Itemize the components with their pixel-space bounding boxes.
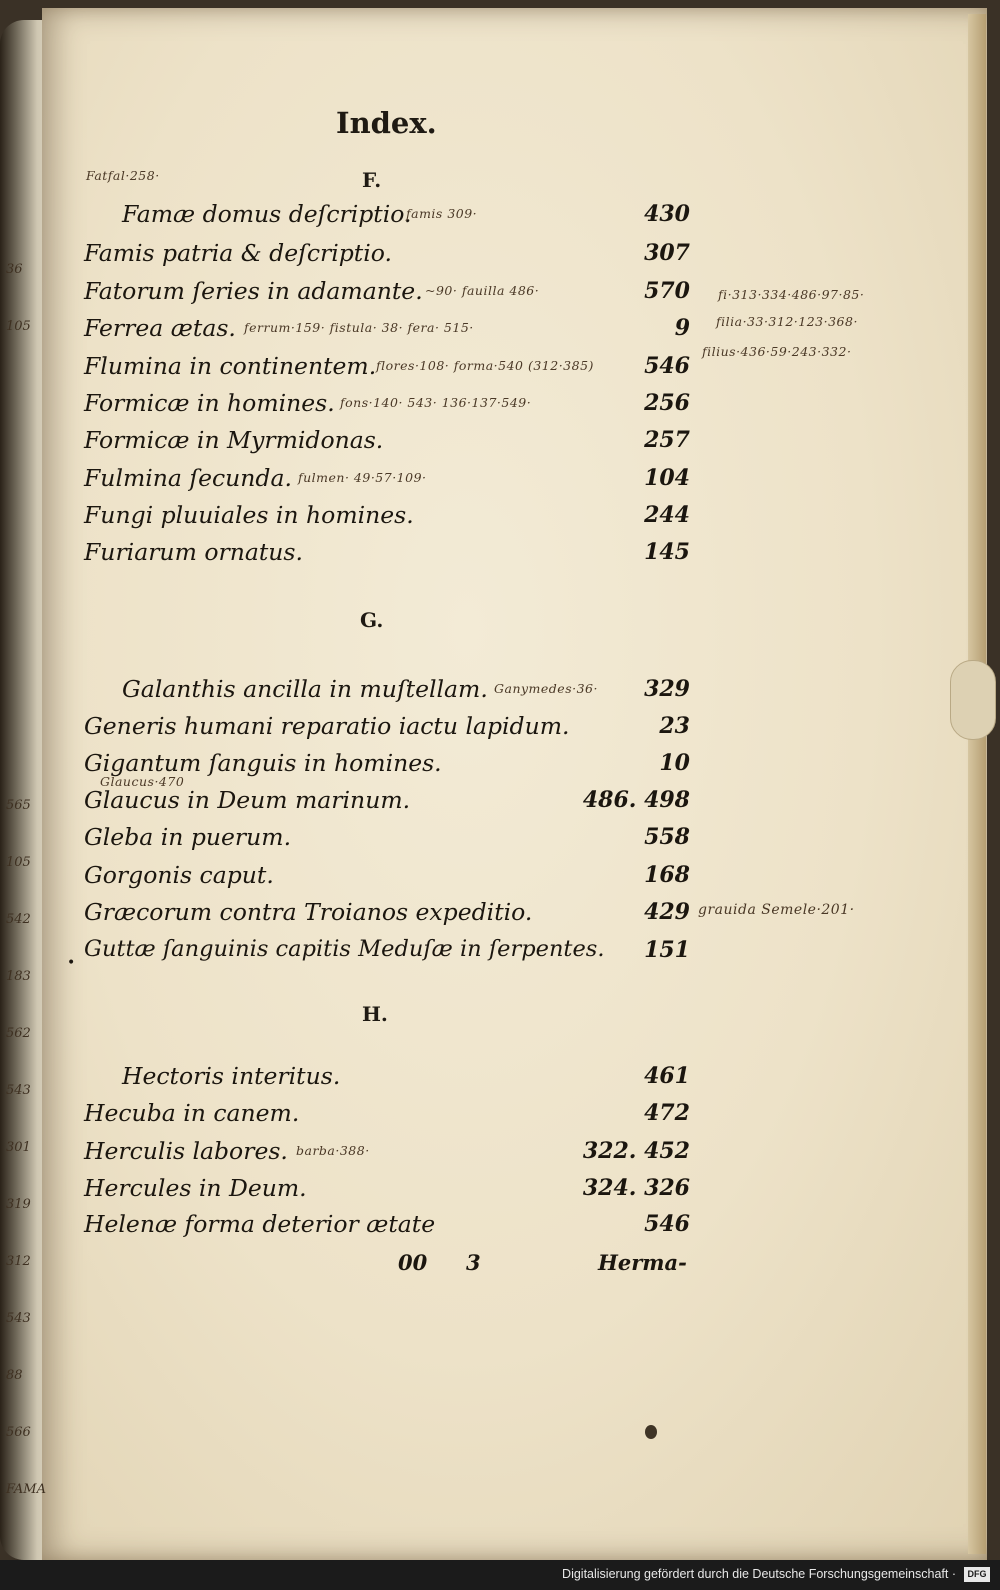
left-margin-note: 36 — [6, 262, 23, 277]
index-entry — [0, 675, 700, 711]
entry-page: 461 — [644, 1063, 690, 1089]
left-margin-note: 565 — [6, 798, 31, 813]
digitization-footer — [0, 1560, 1000, 1590]
left-margin-note: 319 — [6, 1197, 31, 1212]
entry-page: 307 — [644, 240, 690, 266]
right-margin-note: filia·33·312·123·368· — [716, 314, 858, 329]
entry-page: 472 — [644, 1100, 690, 1126]
entry-title: Ferrea ætas. — [84, 314, 236, 342]
entry-title: Græcorum contra Troianos expeditio. — [84, 898, 533, 926]
index-entry — [0, 389, 700, 425]
entry-page: 257 — [644, 427, 690, 453]
entry-title: Formicæ in Myrmidonas. — [84, 426, 384, 454]
entry-page: 23 — [659, 713, 690, 739]
footer-credit: Digitalisierung gefördert durch die Deutsche Forschungsgemeinschaft · — [562, 1567, 956, 1581]
index-entry — [0, 200, 700, 236]
entry-title: Formicæ in homines. — [84, 389, 335, 417]
index-entry — [0, 314, 700, 350]
index-entry — [0, 277, 700, 313]
left-margin-note: 543 — [6, 1083, 31, 1098]
book-clasp — [950, 660, 996, 740]
index-entry — [0, 1174, 700, 1210]
entry-page: 329 — [644, 676, 690, 702]
margin-dot: • — [67, 955, 76, 971]
index-entry — [0, 1210, 700, 1246]
entry-annotation: fulmen· 49·57·109· — [298, 470, 427, 485]
entry-title: Fatorum ſeries in adamante. — [84, 277, 423, 305]
section-f-margin-note: Fatfal·258· — [86, 168, 160, 183]
left-margin-note: 105 — [6, 319, 31, 334]
entry-page: 322. 452 — [582, 1138, 690, 1164]
entry-title: Glaucus in Deum marinum. — [84, 786, 411, 814]
entry-title: Guttæ ſanguinis capitis Meduſæ in ſerpentes. — [84, 936, 605, 962]
index-entry — [0, 426, 700, 462]
entry-page: 244 — [644, 502, 690, 528]
entry-annotation: fons·140· 543· 136·137·549· — [340, 395, 532, 410]
entry-page: 546 — [644, 353, 690, 379]
entry-title: Helenæ forma deterior ætate — [84, 1210, 436, 1238]
index-entry — [0, 538, 700, 574]
left-margin-note: 543 — [6, 1311, 31, 1326]
index-entry — [0, 712, 700, 748]
entry-page: 558 — [644, 824, 690, 850]
entry-title: Furiarum ornatus. — [84, 538, 303, 566]
entry-annotation: barba·388· — [296, 1143, 370, 1158]
dfg-logo: DFG — [964, 1567, 990, 1582]
entry-page: 151 — [644, 937, 690, 963]
index-entry — [0, 464, 700, 500]
entry-title: Gleba in puerum. — [84, 823, 292, 851]
left-margin-note: 562 — [6, 1026, 31, 1041]
entry-annotation: Ganymedes·36· — [494, 681, 598, 696]
page-edge — [968, 14, 986, 1554]
index-entry — [0, 1099, 700, 1135]
entry-title: Famæ domus deſcriptio. — [122, 200, 412, 228]
entry-title: Galanthis ancilla in muſtellam. — [122, 675, 488, 703]
page-heading: Index. — [336, 106, 437, 140]
entry-title: Flumina in continentem. — [84, 352, 377, 380]
signature-mark: 00 — [398, 1250, 428, 1275]
section-letter-h: H. — [362, 1002, 388, 1026]
left-margin-note: 312 — [6, 1254, 31, 1269]
entry-page: 104 — [644, 465, 690, 491]
left-margin-note: FAMA — [6, 1482, 46, 1497]
left-margin-note: 566 — [6, 1425, 31, 1440]
section-letter-f: F. — [362, 168, 382, 192]
catchword: Herma- — [598, 1250, 687, 1275]
entry-page: 570 — [644, 278, 690, 304]
left-margin-note: 88 — [6, 1368, 23, 1383]
entry-page: 324. 326 — [582, 1175, 690, 1201]
index-entry — [0, 1062, 700, 1098]
entry-title: Hecuba in canem. — [84, 1099, 300, 1127]
right-margin-note: filius·436·59·243·332· — [702, 344, 852, 359]
index-entry — [0, 774, 700, 822]
entry-title: Herculis labores. — [84, 1137, 288, 1165]
signature-number: 3 — [466, 1250, 481, 1275]
left-margin-note: 301 — [6, 1140, 31, 1155]
entry-annotation: flores·108· forma·540 (312·385) — [376, 358, 594, 373]
entry-page: 546 — [644, 1211, 690, 1237]
index-entry — [0, 239, 700, 275]
index-entry — [0, 352, 700, 388]
index-entry — [0, 1137, 700, 1173]
entry-page: 486. 498 — [582, 787, 690, 813]
entry-page: 10 — [659, 750, 690, 776]
entry-title: Fungi pluuiales in homines. — [84, 501, 414, 529]
index-entry — [0, 501, 700, 537]
entry-annotation: famis 309· — [406, 206, 478, 221]
right-margin-note: fi·313·334·486·97·85· — [718, 287, 865, 302]
entry-page: 145 — [644, 539, 690, 565]
entry-page: 9 — [674, 315, 690, 341]
entry-title: Hercules in Deum. — [84, 1174, 307, 1202]
entry-annotation: ferrum·159· fistula· 38· fera· 515· — [244, 320, 474, 335]
entry-title: Famis patria & deſcriptio. — [84, 239, 392, 267]
entry-title: Gorgonis caput. — [84, 861, 274, 889]
index-entry — [0, 936, 700, 972]
entry-annotation: Glaucus·470 — [100, 774, 185, 789]
left-margin-note: 105 — [6, 855, 31, 870]
index-entry — [0, 861, 700, 897]
entry-title: Generis humani reparatio iactu lapidum. — [84, 712, 570, 740]
right-margin-note: grauida Semele·201· — [698, 902, 855, 918]
entry-page: 256 — [644, 390, 690, 416]
entry-page: 429 — [644, 899, 690, 925]
ink-stain — [645, 1425, 657, 1439]
entry-page: 430 — [644, 201, 690, 227]
index-entry — [0, 898, 700, 934]
entry-page: 168 — [644, 862, 690, 888]
entry-title: Fulmina ſecunda. — [84, 464, 292, 492]
entry-annotation: ~90· fauilla 486· — [425, 283, 540, 298]
entry-title: Hectoris interitus. — [122, 1062, 341, 1090]
entry-title: Gigantum ſanguis in homines. — [84, 749, 442, 777]
index-entry — [0, 823, 700, 859]
section-letter-g: G. — [360, 608, 384, 632]
left-margin-note: 183 — [6, 969, 31, 984]
left-margin-note: 542 — [6, 912, 31, 927]
